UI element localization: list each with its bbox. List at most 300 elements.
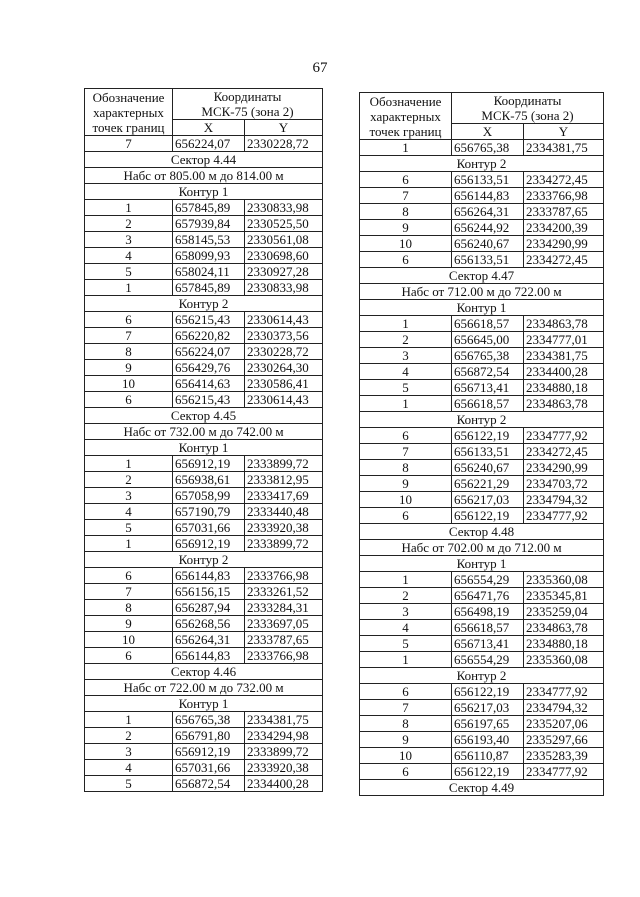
- section-title-row: [360, 300, 604, 316]
- section-title-row: [360, 156, 604, 172]
- point-number: 5: [85, 776, 173, 792]
- section-title: Контур 2: [360, 412, 604, 428]
- coord-y: 2333697,05: [245, 616, 323, 632]
- coord-x: 656224,07: [173, 136, 245, 152]
- point-number: 7: [85, 584, 173, 600]
- coord-x: 656429,76: [173, 360, 245, 376]
- table-row: [85, 456, 323, 472]
- coord-y: 2334794,32: [524, 492, 604, 508]
- point-number: 5: [360, 380, 452, 396]
- point-number: 5: [85, 264, 173, 280]
- table-row: [85, 728, 323, 744]
- coord-x: 656244,92: [452, 220, 524, 236]
- table-row: [360, 316, 604, 332]
- coord-y: 2333787,65: [245, 632, 323, 648]
- coord-y: 2335345,81: [524, 588, 604, 604]
- header-line: Координаты: [213, 89, 282, 104]
- coord-y: 2334381,75: [524, 140, 604, 156]
- point-number: 5: [85, 520, 173, 536]
- coord-y: 2330833,98: [245, 280, 323, 296]
- table-row: [360, 716, 604, 732]
- coord-y: 2333284,31: [245, 600, 323, 616]
- page-number: 67: [312, 60, 328, 76]
- point-number: 4: [360, 364, 452, 380]
- coord-y: 2330586,41: [245, 376, 323, 392]
- coord-x: 656133,51: [452, 444, 524, 460]
- coord-x: 658024,11: [173, 264, 245, 280]
- point-number: 7: [85, 328, 173, 344]
- table-row: [85, 584, 323, 600]
- table-row: [360, 348, 604, 364]
- coord-y: 2330927,28: [245, 264, 323, 280]
- point-number: 8: [360, 204, 452, 220]
- table-row: [85, 488, 323, 504]
- coord-y: 2330228,72: [245, 344, 323, 360]
- coord-x: 656224,07: [173, 344, 245, 360]
- point-number: 8: [360, 716, 452, 732]
- point-number: 1: [360, 652, 452, 668]
- table-row: [85, 328, 323, 344]
- table-row: [360, 332, 604, 348]
- section-title-row: [360, 284, 604, 300]
- point-number: 3: [85, 744, 173, 760]
- coord-x: 656220,82: [173, 328, 245, 344]
- coord-y: 2334703,72: [524, 476, 604, 492]
- point-number: 1: [85, 280, 173, 296]
- point-number: 2: [360, 332, 452, 348]
- coord-y: 2335297,66: [524, 732, 604, 748]
- coord-y: 2330698,60: [245, 248, 323, 264]
- coord-y: 2330228,72: [245, 136, 323, 152]
- coord-x: 656217,03: [452, 700, 524, 716]
- header-line: характерных: [370, 108, 441, 124]
- section-title: Набс от 722.00 м до 732.00 м: [85, 680, 323, 696]
- coord-x: 656938,61: [173, 472, 245, 488]
- coord-x: 656156,15: [173, 584, 245, 600]
- point-number: 3: [360, 604, 452, 620]
- point-number: 8: [85, 600, 173, 616]
- coord-x: 657031,66: [173, 520, 245, 536]
- coord-x: 657031,66: [173, 760, 245, 776]
- table-row: [360, 508, 604, 524]
- coord-x: 656498,19: [452, 604, 524, 620]
- table-row: [85, 344, 323, 360]
- table-row: [360, 636, 604, 652]
- table-row: [85, 392, 323, 408]
- section-title-row: [85, 552, 323, 568]
- coord-y: 2334880,18: [524, 380, 604, 396]
- section-title: Набс от 702.00 м до 712.00 м: [360, 540, 604, 556]
- table-row: [360, 732, 604, 748]
- table-row: [85, 376, 323, 392]
- coord-x: 656264,31: [173, 632, 245, 648]
- section-title-row: [360, 412, 604, 428]
- coord-x: 656287,94: [173, 600, 245, 616]
- table-row: [85, 232, 323, 248]
- table-row: [360, 188, 604, 204]
- coord-y: 2335360,08: [524, 652, 604, 668]
- section-title: Сектор 4.48: [360, 524, 604, 540]
- table-row: [360, 236, 604, 252]
- header-y: Y: [245, 120, 323, 136]
- table-row: [85, 312, 323, 328]
- section-title: Контур 2: [360, 156, 604, 172]
- point-number: 8: [360, 460, 452, 476]
- table-row: [360, 620, 604, 636]
- section-title: Контур 2: [360, 668, 604, 684]
- coord-x: 657845,89: [173, 200, 245, 216]
- coord-y: 2335207,06: [524, 716, 604, 732]
- section-title-row: [85, 152, 323, 168]
- point-number: 10: [85, 376, 173, 392]
- coord-y: 2334863,78: [524, 620, 604, 636]
- section-title-row: [85, 440, 323, 456]
- point-number: 10: [360, 236, 452, 252]
- section-title: Контур 1: [85, 696, 323, 712]
- section-title: Контур 1: [360, 300, 604, 316]
- point-number: 4: [85, 248, 173, 264]
- table-row: [360, 220, 604, 236]
- point-number: 6: [85, 568, 173, 584]
- coord-x: 656912,19: [173, 744, 245, 760]
- section-title-row: [85, 680, 323, 696]
- section-title-row: [360, 268, 604, 284]
- coord-y: 2334381,75: [524, 348, 604, 364]
- point-number: 6: [360, 684, 452, 700]
- point-number: 1: [85, 712, 173, 728]
- section-title: Набс от 732.00 м до 742.00 м: [85, 424, 323, 440]
- header-x: X: [173, 120, 245, 136]
- table-row: [85, 200, 323, 216]
- point-number: 10: [360, 492, 452, 508]
- coord-x: 656713,41: [452, 380, 524, 396]
- table-row: [360, 476, 604, 492]
- coord-y: 2334777,01: [524, 332, 604, 348]
- coord-x: 656122,19: [452, 764, 524, 780]
- header-line: МСК-75 (зона 2): [201, 104, 294, 119]
- coord-y: 2330614,43: [245, 312, 323, 328]
- coord-y: 2334400,28: [524, 364, 604, 380]
- coord-x: 657939,84: [173, 216, 245, 232]
- section-title: Контур 2: [85, 296, 323, 312]
- point-number: 6: [360, 764, 452, 780]
- point-number: 6: [85, 648, 173, 664]
- header-line: характерных: [93, 104, 164, 120]
- coord-y: 2334777,92: [524, 508, 604, 524]
- table-row: [360, 172, 604, 188]
- point-number: 6: [360, 252, 452, 268]
- coord-x: 657845,89: [173, 280, 245, 296]
- section-title: Сектор 4.45: [85, 408, 323, 424]
- section-title: Сектор 4.49: [360, 780, 604, 796]
- coord-x: 656122,19: [452, 428, 524, 444]
- coord-y: 2333899,72: [245, 456, 323, 472]
- table-row: [360, 652, 604, 668]
- point-number: 2: [360, 588, 452, 604]
- coord-x: 656912,19: [173, 536, 245, 552]
- coord-x: 656554,29: [452, 572, 524, 588]
- coord-y: 2334200,39: [524, 220, 604, 236]
- coord-x: 656872,54: [452, 364, 524, 380]
- coord-y: 2333920,38: [245, 520, 323, 536]
- section-title: Контур 1: [85, 440, 323, 456]
- coord-y: 2334290,99: [524, 236, 604, 252]
- coord-x: 657058,99: [173, 488, 245, 504]
- coord-x: 656215,43: [173, 392, 245, 408]
- section-title-row: [360, 780, 604, 796]
- coord-x: 656193,40: [452, 732, 524, 748]
- table-row: [360, 492, 604, 508]
- section-title-row: [85, 664, 323, 680]
- coord-x: 656618,57: [452, 396, 524, 412]
- section-title-row: [85, 424, 323, 440]
- coord-x: 656221,29: [452, 476, 524, 492]
- point-number: 3: [85, 232, 173, 248]
- point-number: 9: [360, 732, 452, 748]
- coord-y: 2330561,08: [245, 232, 323, 248]
- coord-y: 2330525,50: [245, 216, 323, 232]
- table-row: [85, 776, 323, 792]
- coord-x: 658145,53: [173, 232, 245, 248]
- coord-x: 656240,67: [452, 236, 524, 252]
- coord-x: 656215,43: [173, 312, 245, 328]
- point-number: 3: [85, 488, 173, 504]
- coord-y: 2334863,78: [524, 396, 604, 412]
- coord-x: 656791,80: [173, 728, 245, 744]
- table-row: [85, 760, 323, 776]
- coord-x: 656122,19: [452, 684, 524, 700]
- header-coordinates: [173, 89, 323, 120]
- coord-x: 656268,56: [173, 616, 245, 632]
- point-number: 2: [85, 216, 173, 232]
- table-row: [360, 684, 604, 700]
- point-number: 6: [360, 172, 452, 188]
- table-row: [360, 204, 604, 220]
- table-row: [85, 744, 323, 760]
- header-point-designation: [85, 89, 173, 136]
- coord-x: 656217,03: [452, 492, 524, 508]
- coord-y: 2334400,28: [245, 776, 323, 792]
- coord-y: 2330614,43: [245, 392, 323, 408]
- table-row: [85, 520, 323, 536]
- coord-x: 656618,57: [452, 316, 524, 332]
- section-title: Сектор 4.47: [360, 268, 604, 284]
- section-title-row: [85, 184, 323, 200]
- coord-y: 2333899,72: [245, 536, 323, 552]
- table-row: [85, 616, 323, 632]
- coord-y: 2334863,78: [524, 316, 604, 332]
- coord-x: 656618,57: [452, 620, 524, 636]
- point-number: 6: [360, 428, 452, 444]
- point-number: 2: [85, 472, 173, 488]
- table-row: [85, 472, 323, 488]
- point-number: 6: [360, 508, 452, 524]
- coord-y: 2333787,65: [524, 204, 604, 220]
- table-row: [85, 264, 323, 280]
- coord-y: 2333899,72: [245, 744, 323, 760]
- coord-y: 2334294,98: [245, 728, 323, 744]
- table-row: [85, 600, 323, 616]
- point-number: 9: [85, 616, 173, 632]
- table-row: [360, 364, 604, 380]
- coord-y: 2335283,39: [524, 748, 604, 764]
- table-row: [85, 568, 323, 584]
- point-number: 2: [85, 728, 173, 744]
- point-number: 4: [85, 760, 173, 776]
- table-row: [360, 380, 604, 396]
- coord-y: 2334880,18: [524, 636, 604, 652]
- coord-x: 656110,87: [452, 748, 524, 764]
- coord-y: 2334794,32: [524, 700, 604, 716]
- coord-y: 2334272,45: [524, 252, 604, 268]
- coord-y: 2333417,69: [245, 488, 323, 504]
- table-row: [85, 712, 323, 728]
- table-row: [360, 444, 604, 460]
- table-row: [85, 648, 323, 664]
- coord-x: 656872,54: [173, 776, 245, 792]
- coord-y: 2330373,56: [245, 328, 323, 344]
- header-y: Y: [524, 124, 604, 140]
- point-number: 8: [85, 344, 173, 360]
- section-title-row: [360, 668, 604, 684]
- table-row: [85, 136, 323, 152]
- table-row: [360, 428, 604, 444]
- coord-x: 656144,83: [173, 648, 245, 664]
- coord-x: 656264,31: [452, 204, 524, 220]
- section-title: Контур 1: [85, 184, 323, 200]
- section-title-row: [85, 168, 323, 184]
- coord-y: 2333261,52: [245, 584, 323, 600]
- coord-y: 2333812,95: [245, 472, 323, 488]
- coord-y: 2334777,92: [524, 764, 604, 780]
- section-title: Набс от 712.00 м до 722.00 м: [360, 284, 604, 300]
- table-row: [85, 248, 323, 264]
- point-number: 7: [85, 136, 173, 152]
- point-number: 7: [360, 188, 452, 204]
- coord-x: 656765,38: [452, 140, 524, 156]
- point-number: 4: [360, 620, 452, 636]
- coord-x: 656133,51: [452, 172, 524, 188]
- point-number: 3: [360, 348, 452, 364]
- table-row: [360, 572, 604, 588]
- table-row: [360, 764, 604, 780]
- point-number: 1: [360, 396, 452, 412]
- coord-x: 656554,29: [452, 652, 524, 668]
- coord-y: 2334777,92: [524, 684, 604, 700]
- point-number: 6: [85, 392, 173, 408]
- coord-y: 2333766,98: [245, 648, 323, 664]
- section-title-row: [85, 696, 323, 712]
- table-row: [360, 588, 604, 604]
- table-row: [360, 700, 604, 716]
- coord-x: 656240,67: [452, 460, 524, 476]
- coord-x: 658099,93: [173, 248, 245, 264]
- point-number: 1: [85, 456, 173, 472]
- table-row: [85, 504, 323, 520]
- coord-y: 2334272,45: [524, 172, 604, 188]
- coord-y: 2334290,99: [524, 460, 604, 476]
- table-row: [85, 216, 323, 232]
- point-number: 1: [360, 316, 452, 332]
- section-title-row: [360, 540, 604, 556]
- coord-x: 656414,63: [173, 376, 245, 392]
- section-title: Контур 2: [85, 552, 323, 568]
- coord-x: 656122,19: [452, 508, 524, 524]
- coord-y: 2330833,98: [245, 200, 323, 216]
- coord-x: 656765,38: [452, 348, 524, 364]
- coord-x: 656645,00: [452, 332, 524, 348]
- section-title: Набс от 805.00 м до 814.00 м: [85, 168, 323, 184]
- coord-y: 2334272,45: [524, 444, 604, 460]
- coord-x: 656765,38: [173, 712, 245, 728]
- coord-y: 2335360,08: [524, 572, 604, 588]
- section-title: Сектор 4.44: [85, 152, 323, 168]
- table-row: [85, 280, 323, 296]
- header-line: МСК-75 (зона 2): [481, 108, 574, 123]
- header-line: Обозначение: [92, 89, 165, 105]
- point-number: 7: [360, 700, 452, 716]
- point-number: 9: [360, 476, 452, 492]
- header-line: Координаты: [493, 93, 562, 108]
- coord-x: 656144,83: [173, 568, 245, 584]
- header-line: точек границ: [92, 119, 165, 135]
- table-row: [360, 140, 604, 156]
- coord-y: 2334777,92: [524, 428, 604, 444]
- point-number: 1: [360, 140, 452, 156]
- point-number: 5: [360, 636, 452, 652]
- point-number: 1: [85, 536, 173, 552]
- point-number: 7: [360, 444, 452, 460]
- table-row: [360, 460, 604, 476]
- table-row: [360, 748, 604, 764]
- section-title-row: [85, 408, 323, 424]
- section-title-row: [85, 296, 323, 312]
- table-row: [85, 536, 323, 552]
- point-number: 10: [85, 632, 173, 648]
- coord-x: 656133,51: [452, 252, 524, 268]
- coordinates-table-left: [84, 88, 323, 792]
- point-number: 4: [85, 504, 173, 520]
- coordinates-table-right: [359, 92, 604, 796]
- coord-y: 2330264,30: [245, 360, 323, 376]
- point-number: 6: [85, 312, 173, 328]
- section-title: Сектор 4.46: [85, 664, 323, 680]
- coord-x: 657190,79: [173, 504, 245, 520]
- header-x: X: [452, 124, 524, 140]
- coord-y: 2333766,98: [245, 568, 323, 584]
- table-row: [360, 396, 604, 412]
- section-title: Контур 1: [360, 556, 604, 572]
- point-number: 1: [360, 572, 452, 588]
- coord-x: 656713,41: [452, 636, 524, 652]
- header-line: точек границ: [369, 123, 442, 139]
- table-row: [360, 604, 604, 620]
- coord-x: 656471,76: [452, 588, 524, 604]
- coord-y: 2334381,75: [245, 712, 323, 728]
- point-number: 9: [360, 220, 452, 236]
- coord-y: 2333440,48: [245, 504, 323, 520]
- coord-y: 2335259,04: [524, 604, 604, 620]
- table-row: [360, 252, 604, 268]
- coord-x: 656912,19: [173, 456, 245, 472]
- coord-y: 2333766,98: [524, 188, 604, 204]
- point-number: 1: [85, 200, 173, 216]
- coord-y: 2333920,38: [245, 760, 323, 776]
- right-table-body: [360, 140, 604, 796]
- header-point-designation: [360, 93, 452, 140]
- table-row: [85, 360, 323, 376]
- point-number: 10: [360, 748, 452, 764]
